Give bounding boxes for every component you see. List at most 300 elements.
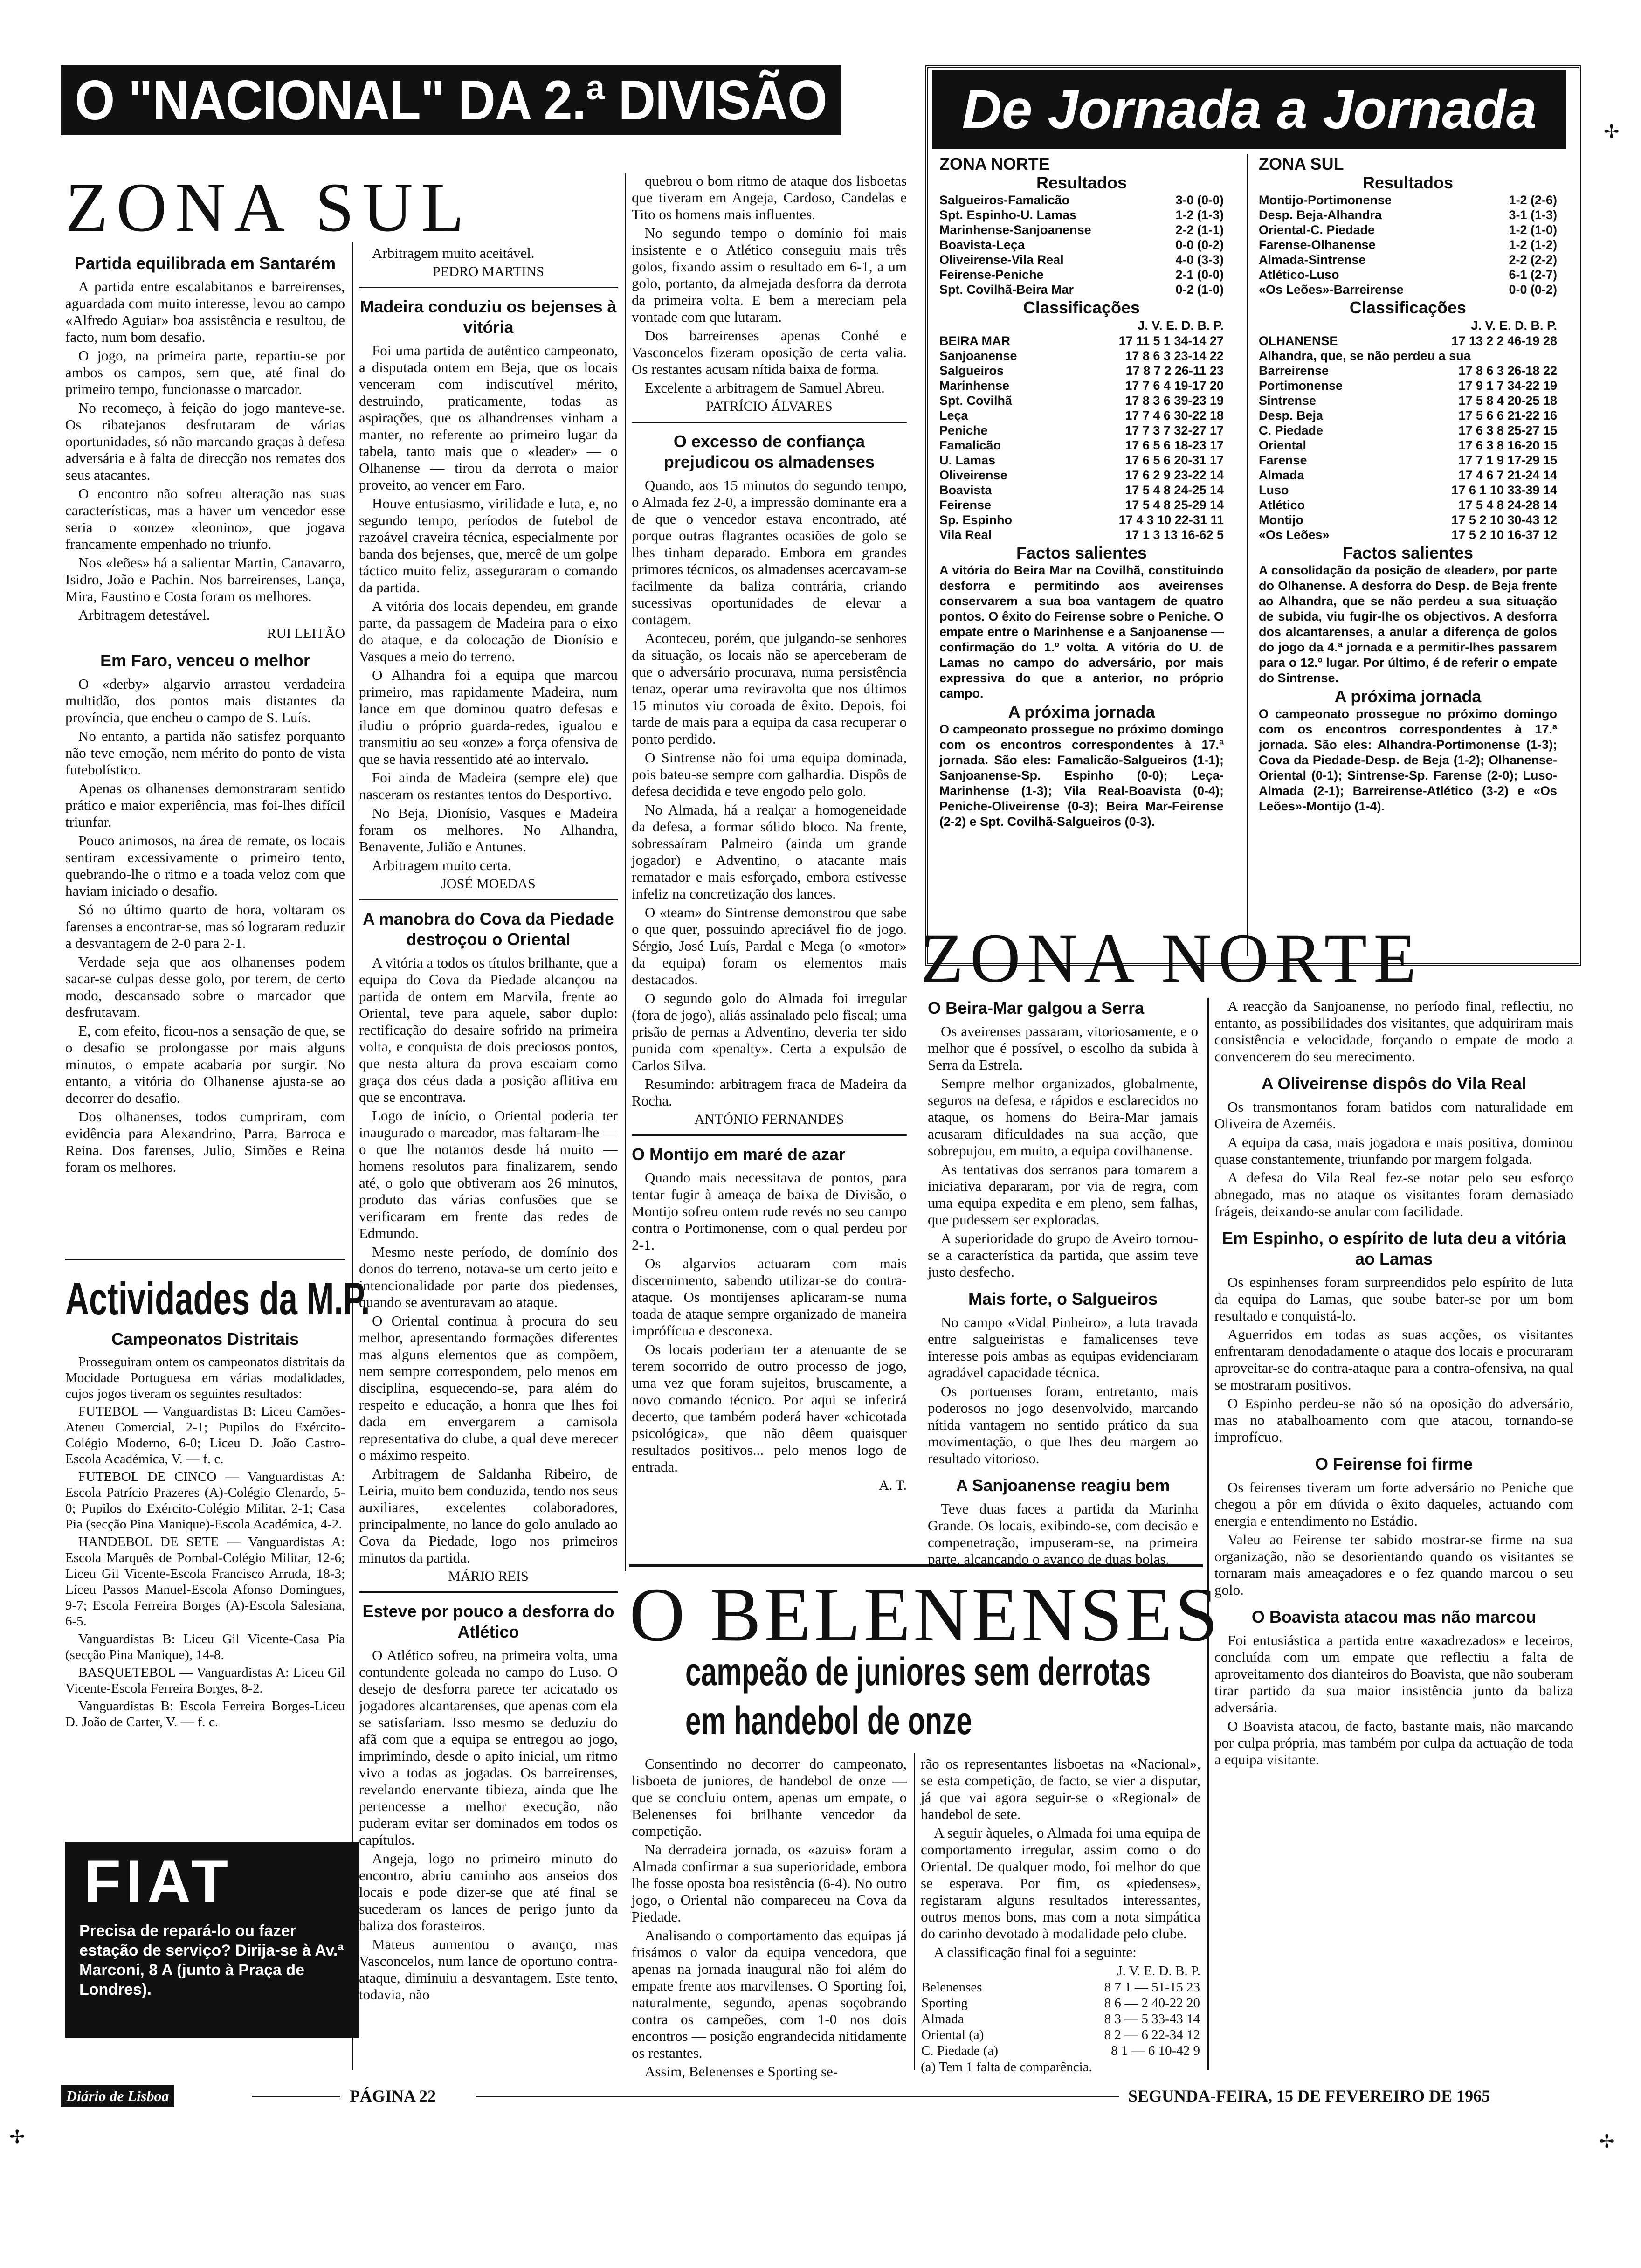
footer-rule	[476, 2096, 1119, 2097]
paragraph: Arbitragem muito certa.	[372, 857, 511, 873]
norte-column-1	[928, 998, 1198, 1570]
team-name: Montijo-Portimonense	[1259, 193, 1392, 207]
result-row	[1259, 252, 1557, 267]
paragraph: No campo «Vidal Pinheiro», a luta travada entre salgueiristas e famalicenses teve interesse pois ambas as equipas evidenciaram agradável capacidade técnica.	[928, 1314, 1198, 1381]
jornada-norte	[939, 156, 1224, 830]
score-value: 17 11 5 1 34-14 27	[1118, 334, 1224, 348]
score-value: 17 4 3 10 22-31 11	[1118, 513, 1224, 527]
team-name: Oriental (a)	[921, 2027, 984, 2042]
norte-column-2	[1214, 998, 1573, 1770]
score-value: 1-2 (1-2)	[1509, 238, 1557, 252]
zona-sul-heading: ZONA SUL	[65, 169, 473, 246]
paragraph: O Espinho perdeu-se não só na oposição do adversário, mas no atabalhoamento com que atacou, tornando-se improfícuo.	[1214, 1395, 1573, 1445]
standing-row	[1259, 483, 1557, 498]
paragraph: HANDEBOL DE SETE — Vanguardistas A: Escola Marquês de Pombal-Colégio Militar, 12-6; Liceu Gil Vicente-Escola Francisco Arruda, 18-3; Liceu Passos Manuel-Escola Afonso Domingues, 9-7; Escola Ferreira Borges (A)-Escola Salesiana, 6-5.	[65, 1535, 345, 1629]
paragraph: Quando mais necessitava de pontos, para tentar fugir à ameaça de baixa de Divisão, o Montijo sofreu ontem rude revés no seu campo contra o Portimonense, com o qual perdeu por 2-1.	[632, 1169, 907, 1253]
byline: ANTÓNIO FERNANDES	[694, 1112, 844, 1127]
score-value: 0-2 (1-0)	[1175, 283, 1224, 297]
team-name: Montijo	[1259, 513, 1303, 527]
paragraph: A equipa da casa, mais jogadora e mais positiva, dominou quase constantemente, triunfando por margem folgada.	[1214, 1134, 1573, 1167]
score-value: 17 6 2 9 23-22 14	[1125, 468, 1224, 482]
next-text: O campeonato prossegue no próximo domingo com os encontros correspondentes à 17.ª jornada. São eles: Famalicão-Salgueiros (1-1); Sanjoanense-Sp. Espinho (0-0); Leça-Marinhense (1-3); Vila Real-Boavista (0-4); Peniche-Oliveirense (0-3); Beira Mar-Feirense (2-2) e Spt. Covilhã-Salgueiros (0-3).	[939, 722, 1224, 829]
paragraph: Os transmontanos foram batidos com naturalidade em Oliveira de Azeméis.	[1214, 1099, 1573, 1132]
standing-row	[921, 2011, 1200, 2027]
team-name: Portimonense	[1259, 379, 1343, 393]
paragraph: Arbitragem muito aceitável.	[372, 245, 535, 261]
score-value: 17 6 3 8 16-20 15	[1458, 438, 1557, 452]
paragraph: Mesmo neste período, de domínio dos donos do terreno, notava-se um certo jeito e intencionalidade por parte dos piedenses, quando se aventuravam ao ataque.	[359, 1244, 618, 1310]
zona-norte-heading: ZONA NORTE	[921, 920, 1423, 997]
standing-row	[1259, 363, 1557, 378]
team-name: Salgueiros-Famalicão	[939, 193, 1070, 207]
paragraph: Os aveirenses passaram, vitoriosamente, e o melhor que é possível, o escolho da subida à Serra da Estrela.	[928, 1023, 1198, 1073]
standing-row	[939, 408, 1224, 423]
paragraph: A classificação final foi a seguinte:	[934, 1944, 1137, 1960]
article-headline: A Sanjoanense reagiu bem	[956, 1476, 1170, 1495]
paragraph: Os portuenses foram, entretanto, mais poderosos no jogo desenvolvido, marcando nítida vantagem no sentido prático da sua movimentação, o que lhes deu margem ao resultado vitorioso.	[928, 1383, 1198, 1466]
paragraph: A vitória a todos os títulos brilhante, que a equipa do Cova da Piedade alcançou na partida de ontem em Marvila, frente ao Oriental, teve para aquele, sabor duplo: rectificação do desaire sofrido na primeira volta, e conquista de dois preciosos pontos, que nesta altura da prova escaiam como graça dos céus dada a posição aflitiva em que se encontrava.	[359, 954, 618, 1105]
results-table	[939, 193, 1224, 297]
team-name: BEIRA MAR	[939, 334, 1010, 348]
team-name: Leça	[939, 408, 968, 422]
column-3	[632, 173, 907, 1499]
page-footer	[61, 2082, 1576, 2110]
team-name: Alhandra, que, se não perdeu a sua	[1259, 349, 1471, 363]
article-headline: Esteve por pouco a desforra do Atlético	[362, 1602, 614, 1641]
mp-title: Actividades da M.P.	[65, 1273, 370, 1324]
standing-row	[921, 2027, 1200, 2043]
divider	[65, 1259, 345, 1260]
team-name: Almada-Sintrense	[1259, 253, 1366, 267]
score-value: 17 6 5 6 20-31 17	[1125, 453, 1224, 467]
standing-row	[939, 468, 1224, 483]
score-value: 17 1 3 13 16-62 5	[1125, 528, 1224, 542]
paragraph: Logo de início, o Oriental poderia ter inaugurado o marcador, mas faltaram-lhe — o que lhe notamos desde há muito — homens resolutos para finalizarem, sendo até, o golo que obtiveram aos 26 minutos, produto das várias confusões que se verificaram em frente das redes de Edmundo.	[359, 1107, 618, 1241]
column-divider	[1207, 998, 1209, 2070]
fiat-logo: FIAT	[84, 1847, 233, 1915]
standing-row	[939, 438, 1224, 453]
paragraph: Quando, aos 15 minutos do segundo tempo, o Almada fez 2-0, a impressão dominante era a de que o vencedor estava encontrado, até porque outras flagrantes ocasiões de golo se lhes tinham deparado. Embora em grandes primores técnicos, os almadenses acercavam-se facilmente da baliza contrária, criando sucessivas oportunidades de elevar a contagem.	[632, 477, 907, 628]
team-name: Sanjoanense	[939, 349, 1017, 363]
paragraph: rão os representantes lisboetas na «Nacional», se esta competição, de facto, se vier a disputar, já que vai agora seguir-se o «Regional» de handebol de sete.	[921, 1756, 1200, 1822]
paragraph: Valeu ao Feirense ter sabido mostrar-se firme na sua organização, não se desorientando quando os visitantes se tornaram mais ameaçadores e o fez quando marcou o seu golo.	[1214, 1531, 1573, 1598]
paragraph: Arbitragem de Saldanha Ribeiro, de Leiria, muito bem conduzida, tendo nos seus auxiliares, excelentes colaboradores, principalmente, no lance do golo anulado ao Cova da Piedade, logo nos primeiros minutos da partida.	[359, 1466, 618, 1566]
paragraph: Dos olhanenses, todos cumpriram, com evidência para Alexandrino, Parra, Barroca e Reina. Dos farenses, Julio, Simões e Reina foram os melhores.	[65, 1108, 345, 1175]
footer-rule	[252, 2096, 340, 2097]
facts-text: A vitória do Beira Mar na Covilhã, constituindo desforra e permitindo aos aveirenses conservarem a sua boa vantagem de quatro pontos. O êxito do Feirense sobre o Peniche. O empate entre o Marinhense e a Sanjoanense — confirmação do 1.º volta. A vitória do U. de Lamas no campo do adversário, por mais expressiva do que a anterior, no próprio campo.	[939, 563, 1224, 700]
result-row	[1259, 222, 1557, 237]
team-name: «Os Leões»-Barreirense	[1259, 283, 1404, 297]
paragraph: Aconteceu, porém, que julgando-se senhores da situação, os locais não se aperceberam de que o adversário procurava, numa persistência tenaz, operar uma reviravolta que nos últimos 15 minutos viu coroada de êxito. Depois, foi tarde de mais para a equipa da casa recuperar o ponto perdido.	[632, 630, 907, 747]
score-value: 3-0 (0-0)	[1175, 193, 1224, 207]
score-value: 0-0 (0-2)	[1509, 283, 1557, 297]
score-value: 17 9 1 7 34-22 19	[1458, 379, 1557, 393]
team-name: Feirense-Peniche	[939, 268, 1044, 282]
standings-heading: Classificações	[1023, 298, 1140, 317]
table-columns: J. V. E. D. B. P.	[1117, 1964, 1200, 1978]
score-value: 2-2 (2-2)	[1509, 253, 1557, 267]
standing-row	[1259, 498, 1557, 512]
standing-row	[939, 378, 1224, 393]
paragraph: Só no último quarto de hora, voltaram os farenses a encontrar-se, mas só lograram reduzir a desvantagem de 2-0 para 2-1.	[65, 901, 345, 951]
paragraph: No Almada, há a realçar a homogeneidade da defesa, a formar sólido bloco. Na frente, sobressaíram Palmeiro (ainda um grande jogador) e Adventino, o atacante mais rematador e mais esforçado, embora estivesse infeliz na concretização dos lances.	[632, 802, 907, 902]
column-divider	[914, 1753, 915, 2070]
result-row	[1259, 237, 1557, 252]
score-value: 8 1 — 6 10-42 9	[1111, 2043, 1200, 2058]
paragraph: As tentativas dos serranos para tomarem a iniciativa depararam, por via de regra, com uma equipa expedita e em pleno, sem falhas, que pudessem ser exploradas.	[928, 1161, 1198, 1228]
paragraph: Aguerridos em todas as suas acções, os visitantes enfrentaram denodadamente o ataque dos locais e procuraram aproveitar-se do contra-ataque para a contra-ofensiva, na qual se mostraram positivos.	[1214, 1326, 1573, 1393]
team-name: Almada	[1259, 468, 1304, 482]
byline: RUI LEITÃO	[267, 626, 345, 641]
team-name: Almada	[921, 2012, 964, 2026]
team-name: Feirense	[939, 498, 992, 512]
paragraph: O Alhandra foi a equipa que marcou primeiro, mas rapidamente Madeira, num lance em que dominou quatro defesas e iludiu o próprio guarda-redes, igualou e transmitiu ao seu «onze» a força ofensiva de que se havia ressentido até ao intervalo.	[359, 667, 618, 767]
result-row	[939, 282, 1224, 297]
standing-row	[1259, 512, 1557, 527]
paragraph: FUTEBOL — Vanguardistas B: Liceu Camões-Ateneu Comercial, 2-1; Pupilos do Exército-Colégio Moderno, 6-0; Liceu D. João Castro-Escola Académica, V. — f. c.	[65, 1404, 345, 1466]
belenenses-subtitle-2: em handebol de onze	[685, 1699, 972, 1742]
paragraph: Os locais poderiam ter a atenuante de se terem socorrido de outro processo de jogo, uma vez que foram sujeitos, bruscamente, a novo comando técnico. Por aqui se inferirá decerto, que também poderá haver «chicotada psicológica», que não dêem quaisquer resultados positivos... pelo menos logo de entrada.	[632, 1341, 907, 1475]
score-value: 8 6 — 2 40-22 20	[1104, 1996, 1200, 2011]
results-heading: Resultados	[1036, 173, 1127, 192]
standing-row	[939, 483, 1224, 498]
paragraph: O segundo golo do Almada foi irregular (fora de jogo), aliás assinalado pelo fiscal; uma prisão de pernas a Adventino, deveria ter sido punida com «penalty». Certa a expulsão de Carlos Silva.	[632, 990, 907, 1073]
team-name: Spt. Covilhã-Beira Mar	[939, 283, 1074, 297]
standing-row	[1259, 453, 1557, 468]
score-value: 17 8 3 6 39-23 19	[1125, 394, 1224, 408]
team-name: Desp. Beja-Alhandra	[1259, 208, 1382, 222]
paragraph: Sempre melhor organizados, globalmente, seguros na defesa, e rápidos e esclarecidos no ataque, os homens do Beira-Mar jamais acusaram dificuldades na sua acção, que sobrepujou, em muito, a equipa covilhanense.	[928, 1075, 1198, 1159]
score-value: 1-2 (1-3)	[1175, 208, 1224, 222]
score-value: 17 7 4 6 30-22 18	[1125, 408, 1224, 422]
paragraph: O «team» do Sintrense demonstrou que sabe o que quer, possuindo apreciável fio de jogo. Sérgio, José Luís, Pardal e Mega (o «motor» da equipa) foram os elementos mais destacados.	[632, 904, 907, 988]
team-name: Boavista-Leça	[939, 238, 1025, 252]
paragraph: O Atlético sofreu, na primeira volta, uma contundente goleada no campo do Luso. O desejo de desforra parece ter acicatado os jogadores alcantarenses, que apenas com ela se satisfariam. Isso mesmo se deduziu do afã com que a equipa se entregou ao jogo, imprimindo, desde o apito inicial, um ritmo vivo a todas as jogadas. Os barreirenses, revelando enervante tibieza, ainda que lhe pertencesse a melhor execução, não puderam evitar ser dominados em todos os capítulos.	[359, 1647, 618, 1848]
score-value: 3-1 (1-3)	[1509, 208, 1557, 222]
score-value: 17 5 4 8 24-25 14	[1125, 483, 1224, 497]
team-name: Farense-Olhanense	[1259, 238, 1376, 252]
team-name: «Os Leões»	[1259, 528, 1330, 542]
standing-row	[1259, 348, 1557, 363]
next-heading: A próxima jornada	[1334, 687, 1482, 706]
paragraph: quebrou o bom ritmo de ataque dos lisboetas que tiveram em Angeja, Cardoso, Candelas e Tito os homens mais influentes.	[632, 173, 907, 222]
score-value: 17 6 3 8 25-27 15	[1458, 423, 1557, 437]
standing-row	[939, 393, 1224, 408]
page-number: PÁGINA 22	[350, 2087, 436, 2105]
score-value: 1-2 (1-0)	[1509, 223, 1557, 237]
paragraph: BASQUETEBOL — Vanguardistas A: Liceu Gil Vicente-Escola Ferreira Borges, 8-2.	[65, 1665, 345, 1696]
belenenses-table	[921, 1979, 1200, 2059]
standing-row	[1259, 468, 1557, 483]
paragraph: A seguir àqueles, o Almada foi uma equipa de comportamento irregular, assim como o do Oriental. De qualquer modo, foi melhor do que se esperava. Por fim, os «piedenses», registaram alguns resultados interessantes, outros menos bons, mas com a nota simpática do carinho devotado à modalidade pelo clube.	[921, 1825, 1200, 1942]
column-divider	[1247, 154, 1248, 956]
score-value: 2-1 (0-0)	[1175, 268, 1224, 282]
jornada-sul	[1259, 156, 1557, 814]
team-name: Famalicão	[939, 438, 1001, 452]
score-value: 17 5 2 10 30-43 12	[1451, 513, 1557, 527]
score-value: 17 8 6 3 23-14 22	[1125, 349, 1224, 363]
divider	[632, 1134, 907, 1136]
score-value: 17 5 6 6 21-22 16	[1458, 408, 1557, 422]
paragraph: No recomeço, à feição do jogo manteve-se. Os ribatejanos desfrutaram de várias oportunidades, só não marcando graças à defesa adversária e à falta de direcção nos remates dos seus atacantes.	[65, 400, 345, 483]
paragraph: Nos «leões» há a salientar Martin, Canavarro, Isidro, João e Pachin. Nos barreirenses, Lança, Mira, Faustino e Costa foram os melhores.	[65, 554, 345, 604]
issue-date: SEGUNDA-FEIRA, 15 DE FEVEREIRO DE 1965	[1128, 2087, 1490, 2105]
column-2	[359, 245, 618, 2005]
zone-label: ZONA SUL	[1259, 154, 1344, 173]
score-value: 4-0 (3-3)	[1175, 253, 1224, 267]
standing-row	[1259, 438, 1557, 453]
paragraph: A vitória dos locais dependeu, em grande parte, da passagem de Madeira para o eixo do ataque, e da colocação de Dionísio e Vasques a meio do terreno.	[359, 598, 618, 664]
results-heading: Resultados	[1362, 173, 1454, 192]
article-headline: O Feirense foi firme	[1315, 1454, 1473, 1473]
divider	[632, 422, 907, 423]
standing-row	[939, 453, 1224, 468]
score-value: 8 7 1 — 51-15 23	[1104, 1980, 1200, 1995]
zone-label: ZONA NORTE	[939, 154, 1050, 173]
article-headline: O Montijo em maré de azar	[632, 1145, 846, 1164]
team-name: Boavista	[939, 483, 992, 497]
standings-columns: J. V. E. D. B. P.	[1138, 318, 1224, 332]
team-name: U. Lamas	[939, 453, 996, 467]
result-row	[1259, 267, 1557, 282]
paragraph: No segundo tempo o domínio foi mais insistente e o Atlético conseguiu mais três golos, fixando assim o resultado em 6-1, a um golo, portanto, da almejada desforra da derrota da primeira volta. E bem a mereciam pela vontade com que lutaram.	[632, 225, 907, 325]
score-value: 17 6 1 10 33-39 14	[1451, 483, 1557, 497]
paragraph: O encontro não sofreu alteração nas suas características, mas a haver um vencedor esse seria o «onze» «leonino», que jogava francamente empenhado no triunfo.	[65, 485, 345, 552]
facts-heading: Factos salientes	[1342, 543, 1474, 562]
paragraph: A superioridade do grupo de Aveiro tornou-se a característica da partida, que assim teve justo desfecho.	[928, 1230, 1198, 1280]
divider	[359, 287, 618, 288]
divider	[359, 1591, 618, 1593]
standings-table	[1259, 333, 1557, 542]
result-row	[1259, 207, 1557, 222]
standing-row	[939, 423, 1224, 438]
team-name: Atlético-Luso	[1259, 268, 1339, 282]
facts-heading: Factos salientes	[1016, 543, 1147, 562]
column-1	[65, 245, 345, 1177]
team-name: Oriental-C. Piedade	[1259, 223, 1375, 237]
paragraph: O Sintrense não foi uma equipa dominada, pois bateu-se sempre com galhardia. Dispôs de defesa decidida e teve engodo pelo golo.	[632, 749, 907, 799]
score-value: 17 8 7 2 26-11 23	[1125, 364, 1224, 378]
result-row	[1259, 193, 1557, 207]
team-name: C. Piedade	[1259, 423, 1324, 437]
paragraph: Vanguardistas B: Escola Ferreira Borges-Liceu D. João de Carter, V. — f. c.	[65, 1699, 345, 1729]
article-headline: A manobra do Cova da Piedade destroçou o Oriental	[363, 909, 614, 949]
column-1-mp	[65, 1329, 345, 1732]
standing-row	[1259, 527, 1557, 542]
team-name: Oriental	[1259, 438, 1307, 452]
standing-row	[1259, 393, 1557, 408]
byline: A. T.	[879, 1478, 907, 1493]
standing-row	[1259, 378, 1557, 393]
score-value: 17 7 6 4 19-17 20	[1125, 379, 1224, 393]
paragraph: FUTEBOL DE CINCO — Vanguardistas A: Escola Patrício Prazeres (A)-Colégio Clenardo, 5-0; Pupilos do Exército-Colégio Militar, 2-1; Casa Pia (secção Pina Manique)-Escola Académica, 4-2.	[65, 1469, 345, 1532]
paragraph: Analisando o comportamento das equipas já frisámos o valor da equipa vencedora, que apenas na jornada inaugural não foi além do empate frente aos marvilenses. O Sporting foi, naturalmente, segundo, apenas soçobrando contra os campeões, com 1-0 nos dois encontros — posição engrandecida nitidamente os restantes.	[632, 1927, 907, 2061]
result-row	[1259, 282, 1557, 297]
article-headline: O Beira-Mar galgou a Serra	[928, 998, 1145, 1017]
article-headline: Campeonatos Distritais	[111, 1329, 299, 1348]
article-headline: A Oliveirense dispôs do Vila Real	[1261, 1074, 1527, 1093]
paragraph: Foi ainda de Madeira (sempre ele) que nasceram os restantes tentos do Desportivo.	[359, 769, 618, 802]
score-value: 8 3 — 5 33-43 14	[1104, 2012, 1200, 2026]
byline: MÁRIO REIS	[448, 1569, 529, 1584]
score-value: 1-2 (2-6)	[1509, 193, 1557, 207]
score-value: 17 8 6 3 26-18 22	[1458, 364, 1557, 378]
paragraph: Os espinhenses foram surpreendidos pelo espírito de luta da equipa do Lamas, que soube bater-se por um bom resultado e conquistá-lo.	[1214, 1274, 1573, 1324]
result-row	[939, 207, 1224, 222]
standing-row	[939, 527, 1224, 542]
team-name: C. Piedade (a)	[921, 2043, 999, 2058]
standing-row	[921, 1995, 1200, 2011]
paragraph: O Boavista atacou, de facto, bastante mais, não marcando por culpa própria, mas também por culpa da actuação de toda a equipa visitante.	[1214, 1718, 1573, 1768]
results-table	[1259, 193, 1557, 297]
score-value: 6-1 (2-7)	[1509, 268, 1557, 282]
paragraph: O «derby» algarvio arrastou verdadeira multidão, dos pontos mais distantes da província, que encheu o campo de S. Luís.	[65, 676, 345, 726]
team-name: Oliveirense	[939, 468, 1007, 482]
paragraph: Pouco animosos, na área de remate, os locais sentiram excessivamente o primeiro tento, quebrando-lhe o ritmo e a toada veloz com que haviam iniciado o desafio.	[65, 832, 345, 899]
standing-row	[1259, 333, 1557, 348]
paragraph: Teve duas faces a partida da Marinha Grande. Os locais, exibindo-se, com decisão e compenetração, impuseram-se, na primeira parte, alcançando o avanço de duas bolas.	[928, 1500, 1198, 1567]
scan-mark-icon: ✢	[9, 2126, 25, 2148]
result-row	[939, 267, 1224, 282]
paragraph: A reacção da Sanjoanense, no período final, reflectiu, no entanto, as possibilidades dos visitantes, que adquiriram mais consistência e velocidade, forçando o empate de modo a convencerem do seu merecimento.	[1214, 998, 1573, 1065]
paragraph: Foi entusiástica a partida entre «axadrezados» e leceiros, concluída com um empate que reflectiu a falta de aproveitamento dos dianteiros do Boavista, que não souberam tirar partido da sua maior insistência junto da baliza adversária.	[1214, 1632, 1573, 1715]
belenenses-column-2	[921, 1756, 1200, 2077]
paragraph: Foi uma partida de autêntico campeonato, a disputada ontem em Beja, que os locais venceram com indiscutível mérito, destruindo, praticamente, todas as aspirações, que os alhandrenses vinham a manter, no referente ao primeiro lugar da tabela, tanto mais que o «leader» — o Olhanense — tirou da derrota o maior proveito, ao vencer em Faro.	[359, 342, 618, 493]
standing-row	[1259, 423, 1557, 438]
paragraph: Dos barreirenses apenas Conhé e Vasconcelos fizeram oposição de certa valia. Os restantes acusam nítida baixa de forma.	[632, 327, 907, 377]
paragraph: Mateus aumentou o avanço, mas Vasconcelos, num lance de oportuno contra-ataque, diminuiu a desvantagem. Este tento, todavia, não	[359, 1936, 618, 2003]
facts-text: A consolidação da posição de «leader», por parte do Olhanense. A desforra do Desp. de Beja frente ao Alhandra, que se não perdeu a sua situação de subida, viu fugir-lhe os objectivos. A desforra dos alcantarenses, a anular a diferença de golos do jogo da 4.ª jornada e a permitir-lhes passarem para o 12.º lugar. Por último, é de referir o empate do Sintrense.	[1259, 563, 1557, 685]
result-row	[939, 252, 1224, 267]
team-name: Peniche	[939, 423, 988, 437]
team-name: Belenenses	[921, 1980, 982, 1995]
score-value: 8 2 — 6 22-34 12	[1104, 2027, 1200, 2042]
paragraph: Angeja, logo no primeiro minuto do encontro, abriu caminho aos anseios dos locais e pode dizer-se que até final se sucederam os lances de perigo junto da baliza dos forasteiros.	[359, 1850, 618, 1934]
standings-heading: Classificações	[1349, 298, 1467, 317]
ad-text: Precisa de repará-lo ou fazer estação de serviço? Dirija-se à Av.ª Marconi, 8 A (junto à Praça de Londres).	[79, 1922, 344, 1998]
column-divider	[625, 173, 626, 1571]
paragraph: A partida entre escalabitanos e barreirenses, aguardada com muito interesse, levou ao campo «Alfredo Aguiar» boa assistência e resultou, de facto, num bom desafio.	[65, 278, 345, 345]
article-headline: Em Espinho, o espírito de luta deu a vitória ao Lamas	[1221, 1229, 1566, 1268]
standing-row	[939, 333, 1224, 348]
paragraph: Vanguardistas B: Liceu Gil Vicente-Casa Pia (secção Pina Manique), 14-8.	[65, 1632, 345, 1662]
team-name: Barreirense	[1259, 364, 1329, 378]
result-row	[939, 222, 1224, 237]
score-value: 17 5 4 8 24-28 14	[1458, 498, 1557, 512]
team-name: Salgueiros	[939, 364, 1004, 378]
paragraph: Verdade seja que aos olhanenses podem sacar-se culpas desse golo, por terem, de certo modo, descansado sobre o marcador que desfrutavam.	[65, 954, 345, 1020]
next-heading: A próxima jornada	[1008, 702, 1155, 721]
paragraph: Prosseguiram ontem os campeonatos distritais da Mocidade Portuguesa em várias modalidades, cujos jogos tiveram os seguintes resultados:	[65, 1355, 345, 1401]
standing-row	[1259, 408, 1557, 423]
belenenses-heading: O BELENENSES	[629, 1572, 1221, 1657]
paragraph: No Beja, Dionísio, Vasques e Madeira foram os melhores. No Alhandra, Benavente, Julião e Antunes.	[359, 805, 618, 855]
team-name: Spt. Espinho-U. Lamas	[939, 208, 1077, 222]
divider	[629, 1564, 1203, 1567]
byline: JOSÉ MOEDAS	[441, 876, 536, 892]
article-headline: O Boavista atacou mas não marcou	[1251, 1607, 1537, 1626]
score-value: 17 5 8 4 20-25 18	[1458, 394, 1557, 408]
score-value: 17 13 2 2 46-19 28	[1451, 334, 1557, 348]
standing-row	[921, 1979, 1200, 1995]
paragraph: Houve entusiasmo, virilidade e luta, e, no segundo tempo, períodos de futebol de razoável craveira técnica, especialmente por banda dos bejenses, que, mercê de um golpe táctico muito feliz, asseguraram o comando da partida.	[359, 495, 618, 595]
masthead-logo: Diário de Lisboa	[61, 2085, 174, 2107]
result-row	[939, 237, 1224, 252]
score-value: 2-2 (1-1)	[1175, 223, 1224, 237]
score-value: 17 7 3 7 32-27 17	[1125, 423, 1224, 437]
team-name: Atlético	[1259, 498, 1305, 512]
paragraph: Os feirenses tiveram um forte adversário no Peniche que chegou a pôr em dúvida o êxito daqueles, actuando com energia e entendimento no Estádio.	[1214, 1479, 1573, 1529]
scan-mark-icon: ✢	[1599, 2131, 1615, 2152]
byline: PEDRO MARTINS	[432, 264, 545, 279]
team-name: Vila Real	[939, 528, 992, 542]
next-text: O campeonato prossegue no próximo domingo com os encontros correspondentes à 17.ª jornada. São eles: Alhandra-Portimonense (1-3); Cova da Piedade-Desp. de Beja (1-2); Olhanense-Oriental (0-1); Sintrense-Sp. Farense (2-0); Luso-Almada (2-1); Barreirense-Atlético (3-2) e «Os Leões»-Montijo (1-4).	[1259, 707, 1557, 813]
team-name: Sporting	[921, 1996, 968, 2011]
team-name: Oliveirense-Vila Real	[939, 253, 1064, 267]
divider	[359, 899, 618, 900]
team-name: Desp. Beja	[1259, 408, 1324, 422]
paragraph: Consentindo no decorrer do campeonato, lisboeta de juniores, de handebol de onze — que se concluiu ontem, apenas um empate, o Belenenses foi brilhante vencedor da competição.	[632, 1756, 907, 1839]
score-value: 17 5 4 8 25-29 14	[1125, 498, 1224, 512]
belenenses-column-1	[632, 1756, 907, 2082]
team-name: Sp. Espinho	[939, 513, 1013, 527]
team-name: Marinhense-Sanjoanense	[939, 223, 1091, 237]
score-value: 17 4 6 7 21-24 14	[1458, 468, 1557, 482]
team-name: Spt. Covilhã	[939, 394, 1013, 408]
result-row	[939, 193, 1224, 207]
byline: PATRÍCIO ÁLVARES	[706, 399, 833, 414]
team-name: Sintrense	[1259, 394, 1317, 408]
article-headline: Mais forte, o Salgueiros	[968, 1289, 1158, 1308]
article-headline: O excesso de confiança prejudicou os almadenses	[663, 432, 875, 471]
paragraph: Na derradeira jornada, os «azuis» foram a Almada confirmar a sua superioridade, embora lhe fosse oposta boa resistência (6-4). No outro jogo, o Oriental não compareceu na Cova da Piedade.	[632, 1841, 907, 1925]
column-divider	[352, 242, 353, 2070]
team-name: Luso	[1259, 483, 1289, 497]
article-headline: Madeira conduziu os bejenses à vitória	[360, 297, 617, 337]
paragraph: Resumindo: arbitragem fraca de Madeira da Rocha.	[632, 1076, 907, 1109]
section-banner: O "NACIONAL" DA 2.ª DIVISÃO	[61, 65, 841, 135]
standing-row	[939, 348, 1224, 363]
paragraph: O jogo, na primeira parte, repartiu-se por ambos os campos, sem que, até final do primeiro tempo, funcionasse o marcador.	[65, 347, 345, 397]
standing-row	[921, 2043, 1200, 2059]
score-value: 17 7 1 9 17-29 15	[1458, 453, 1557, 467]
paragraph: Apenas os olhanenses demonstraram sentido prático e maior experiência, mas foi-lhes difícil triunfar.	[65, 780, 345, 830]
paragraph: A defesa do Vila Real fez-se notar pelo seu esforço abnegado, mas no ataque os visitantes foram demasiado frágeis, deixando-se anular com facilidade.	[1214, 1169, 1573, 1219]
team-name: Farense	[1259, 453, 1307, 467]
paragraph: Excelente a arbitragem de Samuel Abreu.	[645, 380, 885, 396]
paragraph: Arbitragem detestável.	[78, 607, 210, 623]
fiat-advertisement	[65, 1842, 359, 2038]
standings-table	[939, 333, 1224, 542]
team-name: Marinhense	[939, 379, 1010, 393]
standing-row	[939, 363, 1224, 378]
article-headline: Em Faro, venceu o melhor	[100, 651, 310, 670]
paragraph: E, com efeito, ficou-nos a sensação de que, se o desafio se prolongasse por mais alguns minutos, o empate acabaria por surgir. No entanto, a vitória do Olhanense ajusta-se ao decorrer do desafio.	[65, 1023, 345, 1106]
jornada-title: De Jornada a Jornada	[932, 70, 1566, 149]
paragraph: O Oriental continua à procura do seu melhor, apresentando formações diferentes mas alguns elementos que as compõem, nem sempre correspondem, pelo menos em disciplina, esquecendo-se, para além do respeito e educação, a honra que lhes foi dada em envergarem a camisola representativa do clube, a qual deve merecer o máximo respeito.	[359, 1313, 618, 1463]
scan-mark-icon: ✢	[1604, 121, 1620, 143]
standings-columns: J. V. E. D. B. P.	[1471, 318, 1557, 332]
paragraph: Os algarvios actuaram com mais discernimento, sabendo utilizar-se do contra-ataque. Os montijenses aplicaram-se numa toada de ataque sempre organizado de maneira imprófícua e desconexa.	[632, 1255, 907, 1339]
score-value: 0-0 (0-2)	[1175, 238, 1224, 252]
paragraph: Assim, Belenenses e Sporting se-	[645, 2063, 838, 2080]
article-headline: Partida equilibrada em Santarém	[74, 254, 336, 273]
score-value: 17 6 5 6 18-23 17	[1125, 438, 1224, 452]
standing-row	[939, 512, 1224, 527]
paragraph: No entanto, a partida não satisfez porquanto não teve emoção, nem mérito do ponto de vista futebolístico.	[65, 728, 345, 778]
paragraph: (a) Tem 1 falta de comparência.	[921, 2060, 1092, 2074]
standing-row	[939, 498, 1224, 512]
